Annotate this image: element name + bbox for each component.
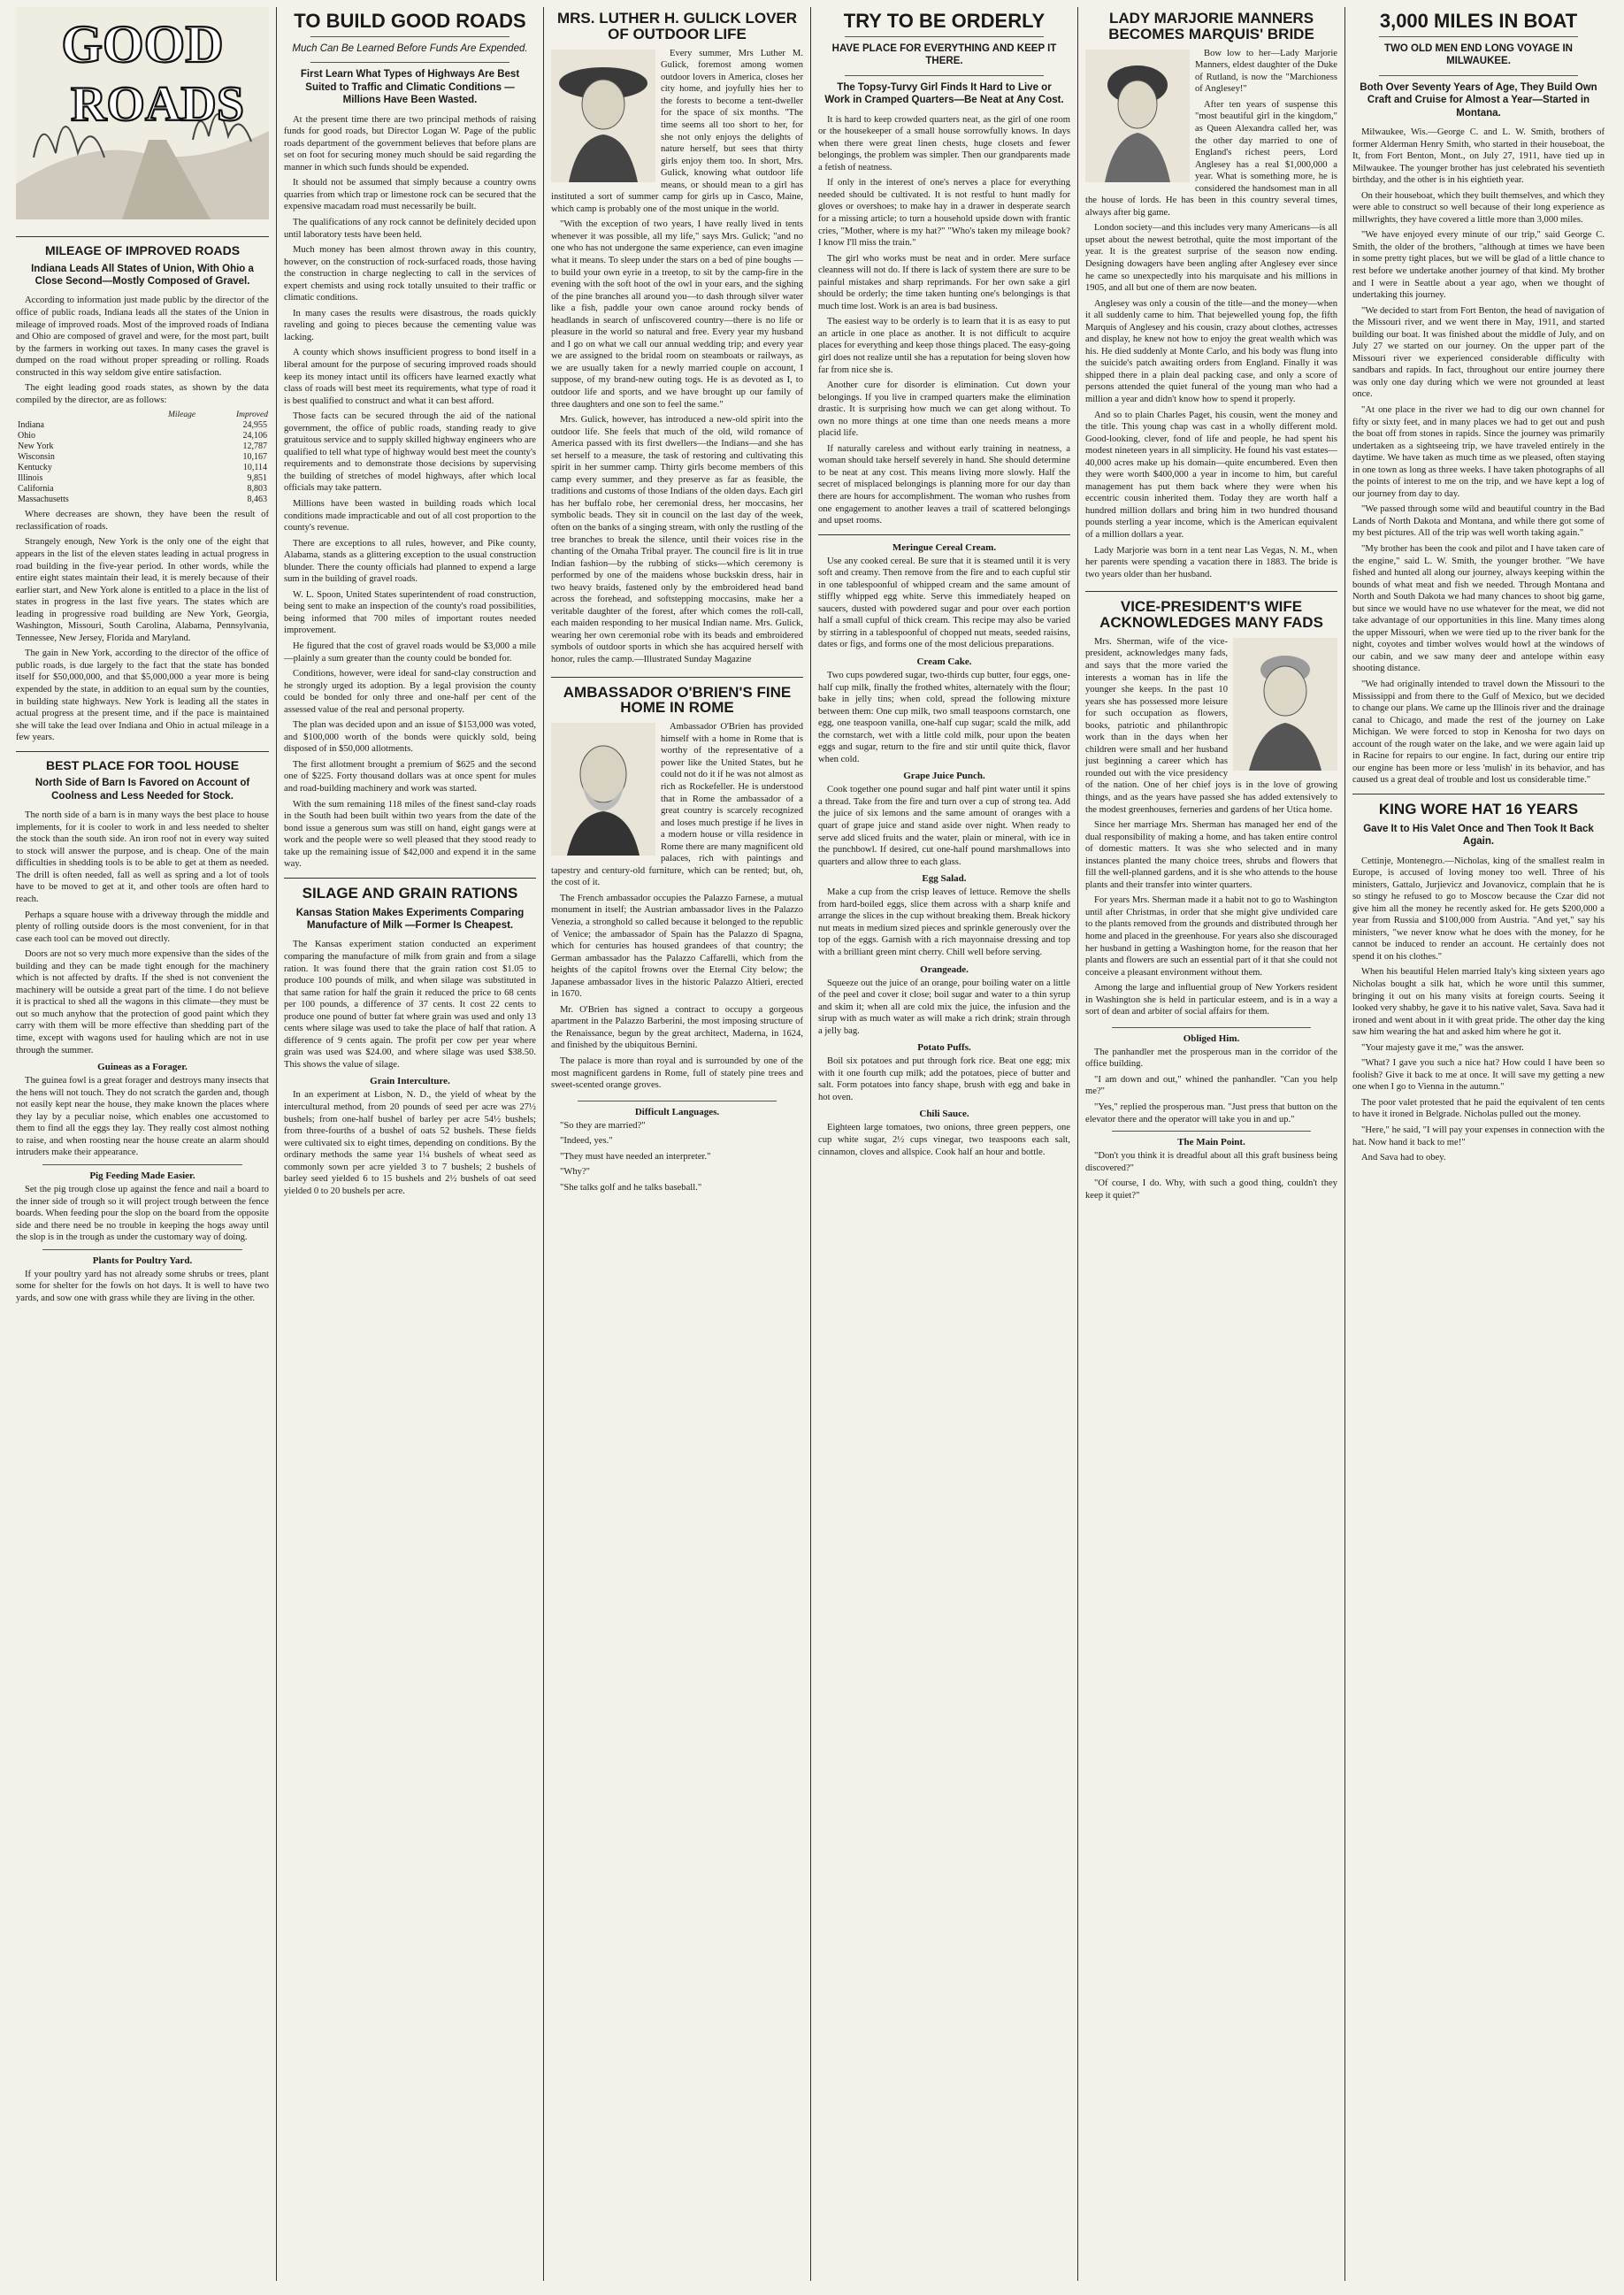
article-lady-marjorie bbox=[1085, 11, 1337, 584]
paragraph: W. L. Spoon, United States superintendent of road construction, being sent to make an inspection of the county's road possibilities, being informed that 700 miles of important routes needed improvement. bbox=[284, 589, 536, 636]
paragraph: Where decreases are shown, they have been the result of reclassification of roads. bbox=[16, 510, 269, 532]
article-main-point bbox=[1085, 1137, 1337, 1201]
logo-word-roads: ROADS bbox=[70, 77, 245, 132]
article-build-good-roads bbox=[284, 11, 536, 871]
paragraph: "Here," he said, "I will pay your expenses in connection with the hat. Now hand it back to me!" bbox=[1352, 1125, 1605, 1148]
state-name: Indiana bbox=[18, 420, 44, 431]
paragraph: "Your majesty gave it me," was the answer. bbox=[1361, 1042, 1524, 1053]
mileage-value: 12,787 bbox=[242, 441, 267, 452]
paragraph: After ten years of suspense this "most beautiful girl in the kingdom," as Queen Alexandra called her, was the other day married to one of England's richest peers, Lord Anglesey has a real $1,000,000 a year. What is something more, he is considered the handsomest man in all the house of lords. He has been in this country several times, always after big game. bbox=[1085, 99, 1337, 218]
paragraph: "So they are married?" bbox=[560, 1120, 646, 1131]
portrait-mrs-gulick bbox=[551, 50, 655, 182]
paragraph: The palace is more than royal and is surrounded by one of the most magnificent gardens in Rome, full of stately pine trees and sweet-scented orange groves. bbox=[551, 1056, 803, 1091]
headline: AMBASSADOR O'BRIEN'S FINE HOME IN ROME bbox=[563, 683, 792, 717]
paragraph: At the present time there are two principal methods of raising funds for good roads, but Director Logan W. Page of the public roads department of the government believes that before plans are set on foot for securing money much should be said regarding the manner in which such funds should be expended. bbox=[284, 114, 536, 173]
paragraph: Two cups powdered sugar, two-thirds cup butter, four eggs, one-half cup milk, finally the frothed whites, alternately with the flour; bake in jelly tins; when cold, spread the following mixture between them: One cup milk, two small teaspoons cornstarch, one egg, one teaspoon vanilla, one-half cup sugar; scald the milk, add the cornstarch, wet with a little cold milk, pour upon the beaten eggs and sugar, return to the fire and stir until quite thick, flavor when cold. bbox=[818, 671, 1070, 764]
paragraph: Every summer, Mrs Luther M. Gulick, foremost among women outdoor lovers in America, closes her city home, and joyfully hies her to the forests to become a tent-dweller for the space of six months. "The time seems all too short to her, for she not only enjoys the delights of nature herself, but sees that thirty girls enjoy them too. In short, Mrs. Gulick, knowing what outdoor life means, or should mean to a girl has instituted a sort of summer camp for girls up in Casco, Maine, which camp is probably one of the most unique in the world. bbox=[551, 48, 803, 214]
mileage-value: 10,114 bbox=[242, 463, 267, 473]
paragraph: Cettinje, Montenegro.—Nicholas, king of the smallest realm in Europe, is accused of loving money too well. Three of his ministers, Gattalo, Jurjievicz and Jovanovicz, complain that he is so stingy he refused to go to Moscow because the Czar did not give him all the money he recently asked for. He gets $200,000 a year from Russia and $100,000 from Austria. "And yet," say his ministers, "we never know what he does with the money, for he cannot be induced to render an account. He certainly does not spend it on his clothes." bbox=[1352, 856, 1605, 962]
paragraph: "Indeed, yes." bbox=[560, 1136, 613, 1147]
paragraph: The French ambassador occupies the Palazzo Farnese, a mutual monument in itself; the Austrian ambassador lives in the Palazzo Venezia, a stronghold so called because it belonged to the republic of Venice; the ambassador of Spain has the Palazzo di Spagna, which for centuries has housed grandees of that country; the German ambassador has the Palazzo Caffarelli, which from the heights of the capitol frowns over the Eternal City below; the Japanese ambassador lives in the historic Palazzo Altieri, erected in 1670. bbox=[551, 893, 803, 1000]
paragraph: There are exceptions to all rules, however, and Pike county, Alabama, stands as a glittering exception to the usual construction blunder. There the county officials had planned to expend a large sum in the building of gravel roads. bbox=[284, 538, 536, 585]
paragraph: "Why?" bbox=[560, 1167, 590, 1178]
paragraph: If your poultry yard has not already some shrubs or trees, plant some for shelter for the fowls on hot days. It is well to have two yards, and sow one with grass while they are living in the other. bbox=[16, 1269, 269, 1303]
paragraph: "At one place in the river we had to dig our own channel for fifty or sixty feet, and in many places we had to get out and push the boat off from stones in rapids. Since the journey was primarily undertaken as a sightseeing trip, we have traveled entirely in the daytime. We have taken as much time as we pleased, often staying in one town as long as three weeks. I have taken photographs of all the points of interest to me on the trip, and we have kept a log of our journey from day to day. bbox=[1352, 405, 1605, 499]
paragraph: "My brother has been the cook and pilot and I have taken care of the engine," said L. W. Smith, the younger brother. "We have fished and hunted all along our journey, always keeping within the bounds of what meat and fish we needed. Through Montana and North and South Dakota we had many chances to shoot big game, but since we would have no use whatever for the meat, we did not take advantage of our opportunities in this line. Many times along the upper Missouri, when we were tied up to the river bank for the night, coyotes and timber wolves would howl at the windows of our cabin, and we saw many deer and antelope within easy shooting distance. bbox=[1352, 544, 1605, 674]
deck: Gave It to His Valet Once and Then Took It Back Again. bbox=[1363, 823, 1594, 848]
paragraph: On their houseboat, which they built themselves, and which they were able to construct so well because of their long experience as millwrights, they have covered a little more than 3,000 miles. bbox=[1352, 190, 1605, 225]
paragraph: "We had originally intended to travel down the Missouri to the Mississippi and from there to the Gulf of Mexico, but we decided to change our plans. We came up the Illinois river and the drainage canal to Chicago, and made the rest of the journey on Lake Michigan. We were forced to stop in Kenosha for two days on account of the rough water on the lake, and we were again laid up in Racine for repairs to our engine. In fact, during our entire trip our engine has been more or less 'mulish' in its behavior, and has caused us a great deal of trouble and lost us considerable time." bbox=[1352, 679, 1605, 786]
state-name: Illinois bbox=[18, 473, 43, 484]
recipe-orangeade bbox=[818, 964, 1070, 1038]
article-guineas bbox=[16, 1062, 269, 1159]
table-header: Improved bbox=[235, 411, 268, 420]
headline: MRS. LUTHER H. GULICK LOVER OF OUTDOOR LIFE bbox=[556, 10, 798, 42]
paragraph: Conditions, however, were ideal for sand-clay construction and he strongly urged its adoption. By a legal provision the county could be bonded for only three and one-half per cent of the assessed value of the real and personal property. bbox=[284, 669, 536, 715]
paragraph: The Kansas experiment station conducted an experiment comparing the manufacture of milk from grain and from a silage ration. It was found there that the grain ration cost $1.05 to produce 100 pounds of milk, and when silage was substituted in that same ration for half the grain it reduced the price to 68 cents per 100 pounds, a difference of 37 cents. It cost 22 cents to produce one pound of butter fat where grain was used and only 13 cents where silage was used to take the place of half that ration. A difference of 9 cents again. The profit per cow per year where grain was used was $24.00, and where silage was used $38.50. This shows the value of silage. bbox=[284, 940, 536, 1070]
paragraph: If only in the interest of one's nerves a place for everything needed should be cultivated. It is not restful to hunt madly for gloves or overshoes; to make hay in a drawer in desperate search for a missing article; to turn a household upside down with frantic cries, "Mother, where is my hat?" "Who's taken my mileage book? I know I'll miss the train." bbox=[818, 178, 1070, 249]
paragraph: "We decided to start from Fort Benton, the head of navigation of the Missouri river, and we went there in May, 1911, and started building our boat. It was finished about the middle of July, and on July 27 we started on our journey. On the upper part of the Missouri river we experienced considerable difficulty with sandbars and rapids. In fact, throughout our entire journey there was only one day during which we were not grounded at least once. bbox=[1352, 305, 1605, 400]
article-silage bbox=[284, 886, 536, 1198]
paragraph: Mrs. Gulick, however, has introduced a new-old spirit into the outdoor life. She feels that much of the old, wild romance of America passed with its first dwellers—the Indians—and she has set herself to a measure, the task of restoring and cultivating this spirit in her summer camp. Thirty girls become members of this camp every summer, and they preserve as far as feasible, the traditions and customs of those Indians of the olden days. Each girl has her buffalo robe, her ceremonial dress, her moccasins, her symbolic beads. They sit in council on the last day of the week, often on the banks of a singing stream, with only the rustling of the tree branches to break the silence, until their voices rise in the chanting of the Omaha Tribal prayer. The council fire is lit in true Indian fashion—by the rubbing of sticks—which ceremony is performed by one of the maidens whose buckskin dress, hair in two heavy braids, fastened only by the embroidered head band across the forehead, and softstepping moccasins, make her a veritable daughter of the forest, after which comes the roll-call, each maiden responding to her musical Indian name. Mrs. Gulick, wearing her own ceremonial robe with its beads and embroidered symbols of outdoor sports in which she has acquired herself with honor, rules the camp.—Illustrated Sunday Magazine bbox=[551, 415, 803, 665]
article-obrien bbox=[551, 685, 803, 1095]
paragraph: Squeeze out the juice of an orange, pour boiling water on a little of the peel and cover it close; boil sugar and water to a thin syrup and skim it; when all are cold mix the juice, the infusion and the sirup with as much water as will make a rich drink; strain through a jelly bag. bbox=[818, 978, 1070, 1036]
portrait-ambassador-obrien bbox=[551, 723, 655, 856]
paragraph: According to information just made public by the director of the office of public roads, Indiana leads all the states of the Union in mileage of improved roads. Most of the improved roads of Indiana and Ohio are composed of gravel and were, for the most part, built by the farmers in working out taxes. In many cases the gravel is dumped on the road without proper spreading or rolling. Roads constructed in this way seldom give entire satisfaction. bbox=[16, 296, 269, 378]
paragraph: Bow low to her—Lady Marjorie Manners, eldest daughter of the Duke of Rutland, is now the "Marchioness of Anglesey!" bbox=[1195, 48, 1337, 95]
article-obliged-him bbox=[1085, 1033, 1337, 1125]
deck: TWO OLD MEN END LONG VOYAGE IN MILWAUKEE. bbox=[1384, 43, 1573, 67]
subhead: Pig Feeding Made Easier. bbox=[89, 1170, 195, 1181]
subhead: Cream Cake. bbox=[916, 656, 972, 668]
state-name: Wisconsin bbox=[18, 452, 55, 463]
paragraph: Those facts can be secured through the aid of the national government, the office of public roads, standing ready to give gratuitous service and to supply skilled highway engineers who are qualified to tell what type of highway would best meet the county's requirements and to demonstrate those decisions by supervising the building of stretches of model highways, after which local officials may take pattern. bbox=[284, 411, 536, 494]
subhead: Obliged Him. bbox=[1183, 1032, 1240, 1044]
state-name: California bbox=[18, 484, 54, 495]
paragraph: For years Mrs. Sherman made it a habit not to go to Washington until after Christmas, in order that she might give undivided care to the plants removed from the grounds and distributed through her home and placed in the greenhouse. For years also she discouraged her husband in getting a Washington home, for the reason that her plants and flowers are such an essential part of it that she could not conceive a pleasant environment without them. bbox=[1085, 895, 1337, 978]
paragraph: He figured that the cost of gravel roads would be $3,000 a mile—plainly a sum greater than the county could be bonded for. bbox=[284, 641, 536, 664]
good-roads-illustration bbox=[16, 7, 269, 219]
subhead: Orangeade. bbox=[920, 963, 969, 975]
paragraph: "They must have needed an interpreter." bbox=[560, 1151, 711, 1162]
subhead: Plants for Poultry Yard. bbox=[92, 1255, 193, 1266]
article-difficult-languages bbox=[551, 1107, 803, 1194]
deck: The Topsy-Turvy Girl Finds It Hard to Live or Work in Cramped Quarters—Be Neat at Any Cost. bbox=[824, 81, 1064, 106]
paragraph: Eighteen large tomatoes, two onions, three green peppers, one cup white sugar, 2½ cups vinegar, two teaspoons each salt, cinnamon, cloves and allspice. Cook half an hour and bottle. bbox=[818, 1123, 1070, 1157]
paragraph: Boil six potatoes and put through fork rice. Beat one egg; mix with it one fourth cup milk; add the potatoes, piece of butter and salt. Form potatoes into fancy shape, brush with egg and bake in hot oven. bbox=[818, 1056, 1070, 1102]
paragraph: Since her marriage Mrs. Sherman has managed her end of the dual responsibility of making a home, and has taken entire control of domestic matters. It was she who selected and in many instances planted the many choice trees, shrubs and flowers that fill the well-planned gardens, and it is she who attends to the house plants and their transfer into winter quarters. bbox=[1085, 820, 1337, 890]
recipe-meringue bbox=[818, 542, 1070, 651]
paragraph: With the sum remaining 118 miles of the finest sand-clay roads in the South had been built within two years from the date of the bond issue a generous sum was still on hand, eight gangs were at work and the people were so well pleased that they stood ready to take up the remaining issue of $42,000 and expend it in the same way. bbox=[284, 799, 536, 870]
article-mrs-sherman bbox=[1085, 599, 1337, 1022]
article-improved-roads bbox=[16, 244, 269, 744]
mileage-value: 24,955 bbox=[242, 420, 267, 431]
subhead: The Main Point. bbox=[1177, 1137, 1245, 1148]
paragraph: Anglesey was only a cousin of the title—and the money—when it all suddenly came to him. That bejewelled young fop, the fifth Marquis of Anglesey and his cousin, crazy about clothes, actresses and display, he knew not how to enjoy the great wealth which was his. He died suddenly at Monte Carlo, and his body was flung into the suicide's patch awaiting orders from England. Finally it was shipped there in a plain deal packing case, and only a score of persons attended the quiet funeral of the young man who had a million a year and didn't know how to spend it properly. bbox=[1085, 298, 1337, 404]
subhead: Grain Interculture. bbox=[370, 1076, 450, 1087]
paragraph: The first allotment brought a premium of $625 and the second one of $225. Forty thousand dollars was at once spent for mules and road-building machinery and work was started. bbox=[284, 759, 536, 794]
deck: Much Can Be Learned Before Funds Are Expended. bbox=[292, 43, 528, 55]
column-6 bbox=[1344, 7, 1612, 2281]
paragraph: The easiest way to be orderly is to learn that it is as easy to put an article in one place as another. It is not difficult to acquire places for everything and keep those things placed. The easy-going girl does not realize until she has a reputation for being sloven how far from nice she is. bbox=[818, 317, 1070, 375]
table-row bbox=[16, 484, 269, 495]
cell bbox=[134, 495, 196, 505]
paragraph: The panhandler met the prosperous man in the corridor of the office building. bbox=[1085, 1047, 1337, 1070]
paragraph: Lady Marjorie was born in a tent near Las Vegas, N. M., when her parents were spending a vacation there in 1883. The bride is two years older than her husband. bbox=[1085, 545, 1337, 580]
cell bbox=[134, 463, 196, 473]
subhead: Chili Sauce. bbox=[919, 1109, 969, 1120]
logo-word-good: GOOD bbox=[61, 15, 224, 73]
paragraph: Perhaps a square house with a driveway through the middle and plenty of rolling outside doors is the most convenient, for in that case each tool can be moved out directly. bbox=[16, 910, 269, 944]
article-tool-house bbox=[16, 759, 269, 1056]
headline: BEST PLACE FOR TOOL HOUSE bbox=[45, 757, 240, 772]
paragraph: "We have enjoyed every minute of our trip," said George C. Smith, the older of the brothers, "although at times we have been in some pretty tight places, but we will be glad of a little chance to rest before we undertake another journey of that kind. My brother and I were in Seattle about a year ago, when we thought of undertaking this journey. bbox=[1352, 230, 1605, 301]
deck: Both Over Seventy Years of Age, They Build Own Craft and Cruise for Almost a Year—Started in Montana. bbox=[1360, 81, 1597, 119]
table-header: Mileage bbox=[167, 411, 196, 420]
paragraph: The poor valet protested that he paid the equivalent of ten cents to have it ironed in Belgrade. Nicholas pulled out the money. bbox=[1352, 1097, 1605, 1120]
paragraph: The eight leading good roads states, as shown by the data compiled by the director, are as follows: bbox=[16, 383, 269, 405]
subhead: Difficult Languages. bbox=[634, 1106, 720, 1117]
cell bbox=[134, 431, 196, 441]
deck: Kansas Station Makes Experiments Comparing Manufacture of Milk —Former Is Cheapest. bbox=[295, 907, 525, 932]
paragraph: Cook together one pound sugar and half pint water until it spins a thread. Take from the fire and turn over a cup of strong tea. Add the juice of six lemons and the same amount of oranges with a quart of grape juice and stand aside over night. When ready to serve add sliced fruits and the water, plain or mineral, with ice in the punchbowl. If desired, cut one-half pound marshmallows into quarters and allow three to each glass. bbox=[818, 785, 1070, 867]
article-pig-feeding bbox=[16, 1171, 269, 1244]
subhead: Egg Salad. bbox=[922, 873, 967, 885]
paragraph: If naturally careless and without early training in neatness, a woman should take herself severely in hand. She should determine to be neat at any cost. This means living more slowly. Half the secret of misplaced belongings is planning more for our day than there are hours for accomplishment. The woman who rushes from one engagement to another leaves a trail of scattered belongings and upset rooms. bbox=[818, 443, 1070, 526]
subhead: Potato Puffs. bbox=[917, 1042, 971, 1054]
table-row bbox=[16, 473, 269, 484]
paragraph: Mr. O'Brien has signed a contract to occupy a gorgeous apartment in the Palazzo Barberini, the most imposing structure of the Renaissance, begun by the great architect, Maderna, in 1624, and finished by the ubiquitous Bernini. bbox=[551, 1004, 803, 1051]
paragraph: A county which shows insufficient progress to bond itself in a liberal amount for the purpose of securing improved roads should keep its money intact until its officers have learned exactly what class of roads will best meet its requirements, what type of road it is best qualified to construct and what it can best afford. bbox=[284, 348, 536, 406]
table-row bbox=[16, 495, 269, 505]
deck: Indiana Leads All States of Union, With Ohio a Close Second—Mostly Composed of Gravel. bbox=[31, 263, 254, 288]
paragraph: Millions have been wasted in building roads which local conditions made impracticable and out of all cost proportion to the county's revenue. bbox=[284, 499, 536, 533]
table-row bbox=[16, 431, 269, 441]
state-name: Kentucky bbox=[18, 463, 52, 473]
mileage-value: 8,463 bbox=[247, 495, 267, 505]
state-name: Ohio bbox=[18, 431, 35, 441]
column-5 bbox=[1077, 7, 1344, 2281]
headline: 3,000 MILES IN BOAT bbox=[1379, 10, 1578, 32]
table-row bbox=[16, 463, 269, 473]
headline: TO BUILD GOOD ROADS bbox=[294, 10, 526, 32]
mileage-value: 10,167 bbox=[242, 452, 267, 463]
article-poultry-yard bbox=[16, 1255, 269, 1305]
paragraph: In an experiment at Lisbon, N. D., the yield of wheat by the intercultural method, from 20 pounds of seed per acre was 27½ bushels; from one-half bushel of barley per acre 54½ bushels; from three-fourths of a bushel of oats 52 bushels. These fields were cultivated six to eight times, depending on conditions. By the ordinary methods the same year 1¼ bushels of wheat seed as commonly sown per acre yielded 3 to 7 bushels; 2 bushels of barley seed yielded 6 to 15 bushels and 2½ bushels of oat seed yielded 0 to 20 bushels per acre. bbox=[284, 1090, 536, 1196]
headline: SILAGE AND GRAIN RATIONS bbox=[302, 884, 518, 902]
paragraph: "She talks golf and he talks baseball." bbox=[560, 1182, 702, 1193]
table-row bbox=[16, 441, 269, 452]
paragraph: "Don't you think it is dreadful about all this graft business being discovered?" bbox=[1085, 1151, 1337, 1173]
paragraph: And so to plain Charles Paget, his cousin, went the money and the title. This young chap was cast in a wholly different mold. Good-looking, clever, fond of life and people, he had spent his modest nineteen years in all simplicity. He found his vast estates—40,000 acres make up his domain—quite encumbered. Even then they were worth $400,000 a year in income to him, but careful management has put them back where they were when his eccentric cousin inherited them. Today they are worth half a hundred million dollars and bring him in two hundred thousand pounds sterling a year income, which is the American equivalent of a million dollars a year. bbox=[1085, 410, 1337, 541]
article-king-hat bbox=[1352, 802, 1605, 1164]
paragraph: The plan was decided upon and an issue of $153,000 was voted, and $100,000 worth of the bonds were quickly sold, being disposed of in $50,000 allotments. bbox=[284, 720, 536, 755]
table-row bbox=[16, 452, 269, 463]
paragraph: It should not be assumed that simply because a country owns quarries from which trap or limestone rock can be secured that the expensive macadam road must necessarily be built. bbox=[284, 178, 536, 212]
paragraph: The north side of a barn is in many ways the best place to house implements, for it is cooler to work in and less needed to shelter the stock than the south side. An iron roof not in every way suited to stock will answer the purpose, and is cheap. One of the main difficulties in shedding tools is to be able to get at them as needed. The drill is often needed, fall as well as spring and a lot of tools have to be moved to get at it, and other tools are often hard to reach. bbox=[16, 810, 269, 905]
headline: MILEAGE OF IMPROVED ROADS bbox=[44, 243, 241, 257]
cell bbox=[134, 441, 196, 452]
cell bbox=[134, 452, 196, 463]
paragraph: The guinea fowl is a great forager and destroys many insects that the hens will not touch. They do not scratch the garden and, though not easily kept near the house, they make known the places where they lay by a peculiar noise, which enables one accustomed to them to find all the eggs they lay. They really cost almost nothing to raise, and when roosting near the house create an alarm should intruders make their appearance. bbox=[16, 1076, 269, 1158]
column-3 bbox=[543, 7, 810, 2281]
paragraph: "What? I gave you such a nice hat? How could I have been so foolish? Give it back to me at once. It will save my getting a new one when I go to Vienna in the autumn." bbox=[1352, 1058, 1605, 1093]
mileage-value: 8,803 bbox=[247, 484, 267, 495]
paragraph: Use any cooked cereal. Be sure that it is steamed until it is very soft and creamy. Then remove from the fire and to each cupful stir in one tablespoonful of whipped cream and the same amount of stiffly whipped egg white. Serve this immediately heaped on saucers, dusted with powdered sugar and pour over each portion half a small cupful of thick cream. This recipe may also be varied by stirring in a tablespoonful of chopped nut meats, seeded raisins, dates or figs, and forms one of the most delicious preparations. bbox=[818, 556, 1070, 650]
paragraph: "Of course, I do. Why, with such a good thing, couldn't they keep it quiet?" bbox=[1085, 1178, 1337, 1201]
recipe-cream-cake bbox=[818, 656, 1070, 765]
article-gulick bbox=[551, 11, 803, 670]
paragraph: Among the large and influential group of New Yorkers resident in Washington she is held in particular esteem, and is in a way a sort of dean and arbiter of social affairs for them. bbox=[1085, 983, 1337, 1017]
paragraph: The gain in New York, according to the director of the office of public roads, is due largely to the fact that the state has bonded itself for $50,000,000, and that $5,000,000 a year more is being expended by the state, in addition to an equal sum by the counties, in building state highways. New York is leading all the states in actual progress at the present time, and if the pace is maintained she will take the lead over Indiana and Ohio in actual mileage in a few years. bbox=[16, 649, 269, 743]
table-row bbox=[16, 420, 269, 431]
article-3000-miles bbox=[1352, 11, 1605, 787]
paragraph: It is hard to keep crowded quarters neat, as the girl of one room or the housekeeper of a small house sorrowfully knows. In days when there were great linen chests, huge closets and fewer belongings, the problem was simpler. Then our grandparents made a fetish of neatness. bbox=[818, 114, 1070, 173]
cell bbox=[134, 484, 196, 495]
deck: First Learn What Types of Highways Are Best Suited to Traffic and Climatic Conditions — Millions Have Been Wasted. bbox=[300, 69, 520, 106]
recipe-potato-puffs bbox=[818, 1042, 1070, 1103]
deck: North Side of Barn Is Favored on Account of Coolness and Less Needed for Stock. bbox=[34, 778, 250, 802]
recipe-egg-salad bbox=[818, 873, 1070, 958]
paragraph: In many cases the results were disastrous, the roads quickly raveling and going to pieces because the cementing value was lacking. bbox=[284, 308, 536, 342]
portrait-mrs-sherman bbox=[1233, 638, 1337, 771]
deck: HAVE PLACE FOR EVERYTHING AND KEEP IT THERE. bbox=[831, 43, 1057, 67]
headline: KING WORE HAT 16 YEARS bbox=[1378, 800, 1579, 817]
cell bbox=[134, 420, 196, 431]
state-name: New York bbox=[18, 441, 54, 452]
paragraph: London society—and this includes very many Americans—is all upset about the newest betrothal, quite the most important of the year. It is the greatest surprise of the season now ending. Designing dowagers have been angling after Anglesey ever since he came so unexpectedly into his marquisate and his millions in 1905, and all but one of them are now beaten. bbox=[1085, 223, 1337, 294]
subhead: Meringue Cereal Cream. bbox=[892, 541, 997, 553]
paragraph: And Sava had to obey. bbox=[1361, 1153, 1446, 1163]
column-1 bbox=[9, 7, 276, 2281]
mileage-value: 24,106 bbox=[242, 431, 267, 441]
table-header bbox=[16, 410, 134, 420]
paragraph: Set the pig trough close up against the fence and nail a board to the inner side of trough so it will project trough between the fence boards. When feeding pour the slop on the board from the opposite side and there need be no trouble in keeping the hogs away until the slop is in the trough as under the customary way of doing. bbox=[16, 1184, 269, 1243]
headline: LADY MARJORIE MANNERS BECOMES MARQUIS' BRIDE bbox=[1108, 10, 1314, 42]
article-orderly bbox=[818, 11, 1070, 527]
newspaper-page bbox=[9, 7, 1615, 2281]
mileage-value: 9,851 bbox=[247, 473, 267, 484]
column-2 bbox=[276, 7, 543, 2281]
recipe-grape-punch bbox=[818, 771, 1070, 868]
paragraph: The girl who works must be neat and in order. Mere surface cleanness will not do. If there is lack of system there are sure to be painful mistakes and sharp reprimands. For her own sake a girl should be orderly; the time taken hunting one's belongings is that much time lost. Work is an area is bad business. bbox=[818, 253, 1070, 311]
paragraph: Another cure for disorder is elimination. Cut down your belongings. If you live in cramped quarters make the elimination drastic. It is surprising how much we can get along without. To own no more things at one time than one needs means a more placid life. bbox=[818, 380, 1070, 439]
paragraph: Mrs. Sherman, wife of the vice-president, acknowledges many fads, and says that the more varied the interests a woman has in life the younger she keeps. In the past 10 years she has possessed more leisure for such occupation as flowers, books, patriotic and philanthropic work than in the days when her children were small and her husband just beginning a career which has rounded out with the vice presidency of the nation. One of her chief joys is in the love of growing things, and as the years have passed she has added extensively to the modest greenhouses, ferneries and gardens of her Utica home. bbox=[1085, 636, 1337, 815]
paragraph: "Yes," replied the prosperous man. "Just press that button on the elevator there and the operator will take you in and up." bbox=[1085, 1102, 1337, 1124]
headline: VICE-PRESIDENT'S WIFE ACKNOWLEDGES MANY FADS bbox=[1099, 598, 1323, 632]
portrait-lady-marjorie bbox=[1085, 50, 1190, 182]
column-4 bbox=[810, 7, 1077, 2281]
recipe-chili-sauce bbox=[818, 1109, 1070, 1158]
state-name: Massachusetts bbox=[18, 495, 69, 505]
paragraph: Milwaukee, Wis.—George C. and L. W. Smith, brothers of former Alderman Henry Smith, who started in their houseboat, the It, from Fort Benton, Mont., on July 27, 1911, have tied up in Milwaukee. The younger brother has just celebrated his seventieth birthday, and the other is in his eightieth year. bbox=[1352, 127, 1605, 186]
paragraph: Strangely enough, New York is the only one of the eight that appears in the list of the eleven states leading in actual progress in road building in the five-year period. In other words, while the entire eight states maintain their lead, it is merely because of their earlier start, and New York alone is entitled to a place in the list of states in progress in the last five years. The states which are leading in progressive road building are New York, Georgia, Washington, Missouri, South Carolina, Alabama, Pennsylvania, Tennessee, New Jersey, Florida and Maryland. bbox=[16, 537, 269, 643]
paragraph: "We passed through some wild and beautiful country in the Bad Lands of North Dakota and Montana, and while there got some of my best pictures. All of the trip was well worth taking again." bbox=[1352, 504, 1605, 539]
subhead: Guineas as a Forager. bbox=[97, 1062, 188, 1073]
subhead: Grape Juice Punch. bbox=[903, 771, 985, 782]
paragraph: "I am down and out," whined the panhandler. "Can you help me?" bbox=[1085, 1074, 1337, 1097]
paragraph: "With the exception of two years, I have really lived in tents whenever it was possible, all my life," says Mrs. Gulick; "and no one who has not undergone the same experience, can even imagine what it means. To sleep under the stars on a bed of pine boughs —to build your own eyrie in a treetop, to sit by the camp-fire in the evening with the soft hoot of the owl in your ears, and the sighing of the pine branches all around you—to dash through silver water like a fish, paddle your own canoe around rocky bends of headlands in search of unfiscovered country—there is no life or pleasure in the world so natural and free. Every year my husband and I go on what we call our annual wedding trip; and every year we are assigned to the bridal room on steamboats or railways, as we are usually taken for a newly married couple on account, I suppose, of my brand-new outing togs. He is as devoted as I, to outdoor life and sports, and we have brought up our family of three daughters and one son to feel the same." bbox=[551, 219, 803, 410]
paragraph: Much money has been almost thrown away in this country, however, on the construction of rock-surfaced roads, those having the construction in charge neglecting to call in the services of expert chemists and using rock totally unsuited to their traffic or climatic conditions. bbox=[284, 245, 536, 303]
paragraph: Ambassador O'Brien has provided himself with a home in Rome that is worthy of the representative of a power like the United States, but he could not do it if he was not almost as rich as Rockefeller. He is understood that in Rome the ambassador of a great country is scarcely recognized and loses much prestige if he lives in a modern house or villa residence in Rome there are many magnificent old palaces, rich with paintings and tapestry and century-old furniture, which can be rented; but, oh, the cost of it. bbox=[551, 722, 803, 888]
headline: TRY TO BE ORDERLY bbox=[843, 10, 1046, 32]
cell bbox=[134, 473, 196, 484]
mileage-table bbox=[16, 410, 269, 505]
paragraph: Doors are not so very much more expensive than the sides of the building and they can be made tight enough for the machinery which is not affected by drafts. If the shed is not convenient the machinery will be outside a great part of the time. I do not believe it is practical to shed all the wagons in this climate—they must be out so much anyhow that the protection of good paint which they carry with them will be more effective than shedding part of the time, except with wagons used for hauling which are not in use through the summer. bbox=[16, 949, 269, 1055]
paragraph: When his beautiful Helen married Italy's king sixteen years ago Nicholas bought a silk hat, which he wore until this summer, bringing it out on his many visits at foreign courts. Seeing it looked very shabby, he gave it to his native valet, Sava. Sava had it ironed and went about in it with great pride. The other day the king saw him wearing the hat and asked him where he got it. bbox=[1352, 967, 1605, 1038]
paragraph: Make a cup from the crisp leaves of lettuce. Remove the shells from hard-boiled eggs, slice them across with a sharp knife and arrange the slices in the cup without breaking them. Break hickory nut meats in medium sized pieces and sprinkle generously over the top of the eggs. Garnish with a rich mayonnaise dressing and top with a brilliant green mint cherry. Chill well before serving. bbox=[818, 887, 1070, 957]
paragraph: The qualifications of any rock cannot be definitely decided upon until laboratory tests have been held. bbox=[284, 217, 536, 240]
